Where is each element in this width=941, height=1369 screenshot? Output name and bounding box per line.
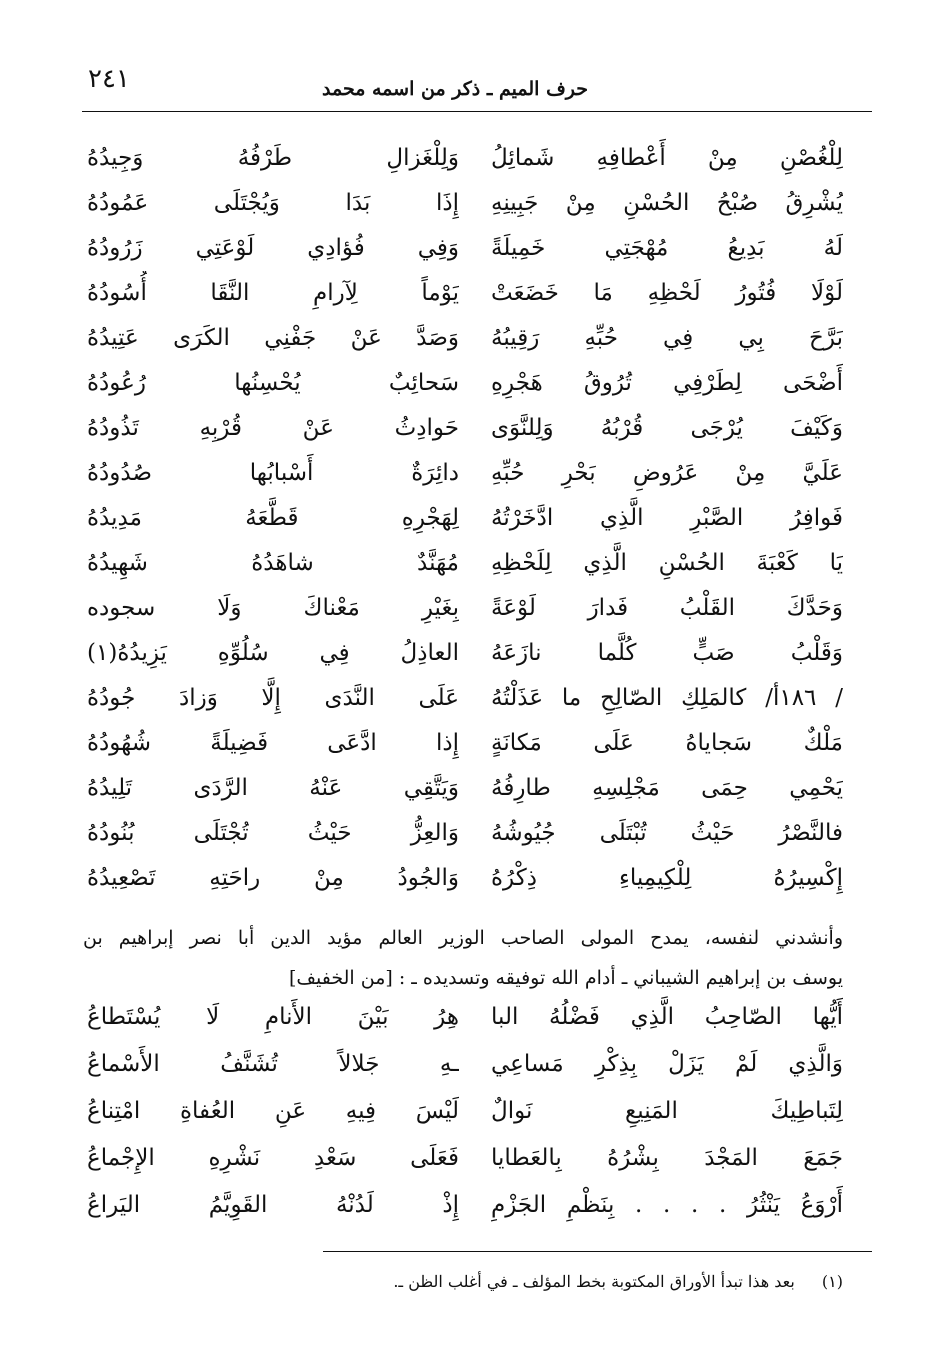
verse-first-hemistich: جَمَعَ المَجْدَ بِشْرُهُ بِالعَطايا — [491, 1145, 843, 1171]
running-header: حرف الميم ـ ذكر من اسمه محمد — [321, 78, 588, 100]
verse-line — [0, 496, 941, 541]
verse-line — [0, 1089, 941, 1136]
verse-first-hemistich: وَحَدَّكَ القَلْبُ فَدارَ لَوْعَةً — [491, 595, 843, 621]
verse-line — [0, 451, 941, 496]
verse-second-hemistich: لِهَجْرِهِ قَطَّعَهُ مَدِيدُهُ — [87, 505, 459, 531]
verse-first-hemistich: أَرْوَعُ يَنْثُرُ . . . . بِنَظْمِ الجَزْمِ — [491, 1192, 843, 1218]
footnote — [243, 1272, 843, 1291]
verse-first-hemistich: أَضْحَى لِطَرْفِي تُرُوقُ هَجْرِهِ — [491, 370, 843, 396]
verse-second-hemistich: إِذْ لَدُنْهُ القَوِيَّمُ اليَراعُ — [87, 1192, 459, 1218]
verse-first-hemistich: يُشْرِقُ صُبْحُ الحُسْنِ مِنْ جَبِينِهِ — [491, 190, 843, 216]
verse-second-hemistich: هِرُ بَيْنَ الأَنامِ لَا يُسْتَطاعُ — [87, 1004, 459, 1030]
verse-first-hemistich: وَالَّذِي لَمْ يَزَلْ بِذِكْرِ مَساعِي — [491, 1051, 843, 1077]
verse-second-hemistich: إِذا ادَّعَى فَضِيلَةً شُهُودُهُ — [87, 730, 459, 756]
verse-line — [0, 406, 941, 451]
verse-first-hemistich: أَيُّها الصّاحِبُ الَّذِي فَضْلُهُ البا — [491, 1004, 843, 1030]
prose-intro-line-1: وأنشدني لنفسه، يمدح المولى الصاحب الوزير العالم مؤيد الدين أبا نصر إبراهيم بن — [83, 927, 843, 949]
verse-line — [0, 586, 941, 631]
verse-line — [0, 361, 941, 406]
verse-line — [0, 1136, 941, 1183]
verse-line — [0, 811, 941, 856]
verse-first-hemistich: لِلْغُصْنِ مِنْ أَعْطافِهِ شَمائِلُ — [491, 145, 843, 171]
header-rule — [82, 111, 872, 112]
verse-line — [0, 136, 941, 181]
poem-block-2 — [0, 995, 941, 1230]
verse-second-hemistich: يَوْماً لِآرامِ النَّقَا أُسُودُهُ — [87, 280, 459, 306]
verse-line — [0, 631, 941, 676]
verse-first-hemistich: / ١٨٦أ/ كالمَلِكِ الصّالِحِ ما عَذَلْتُهُ — [491, 685, 843, 711]
verse-line — [0, 1042, 941, 1089]
verse-second-hemistich: وَلِلْغَزالِ طَرْفُهُ وَجِيدُهُ — [87, 145, 459, 171]
verse-first-hemistich: فَوافِرُ الصَّبْرِ الَّذِي ادَّخَرْتُهُ — [491, 505, 843, 531]
verse-second-hemistich: لَيْسَ فِيهِ عَنِ العُفاةِ امْتِناعُ — [87, 1098, 459, 1124]
verse-second-hemistich: دائِرَةٌ أَسْبابُها صُدُودُهُ — [87, 460, 459, 486]
prose-intro-line-2: يوسف بن إبراهيم الشيباني ـ أدام الله توفيقه وتسديده ـ : [من الخفيف] — [288, 967, 843, 989]
verse-second-hemistich: فَعَلَى سَعْدِ نَشْرِهِ الإِجْماعُ — [87, 1145, 459, 1171]
verse-first-hemistich: وَكَيْفَ يُرْجَى قُرْبُهُ وَلِلنَّوَى — [491, 415, 843, 441]
verse-first-hemistich: عَلَيَّ مِنْ عَرُوضِ بَحْرِ حُبِّهِ — [491, 460, 843, 486]
verse-line — [0, 766, 941, 811]
verse-line — [0, 226, 941, 271]
verse-second-hemistich: ـهِ جَلالاً تُشَنَّفُ الأَسْماعُ — [87, 1051, 459, 1077]
verse-first-hemistich: بَرَّحَ بِي فِي حُبِّهِ رَقِيبُهُ — [491, 325, 843, 351]
verse-line — [0, 1183, 941, 1230]
verse-second-hemistich: وَالجُودُ مِنْ راحَتِهِ تَصْعِيدُهُ — [87, 865, 459, 891]
verse-second-hemistich: وَالعِزُّ حَيْثُ تُجْتَلَى بُنُودُهُ — [87, 820, 459, 846]
verse-line — [0, 271, 941, 316]
verse-line — [0, 856, 941, 901]
poem-block-1 — [0, 136, 941, 901]
verse-first-hemistich: فالنَّصْرُ حَيْثُ تُبْتَلَى جُيُوشُهُ — [491, 820, 843, 846]
verse-second-hemistich: مُهَنَّدٌ شاهَدُهُ شَهِيدُهُ — [87, 550, 459, 576]
verse-first-hemistich: مَلْكٌ سَجاياهُ عَلَى مَكانَةٍ — [491, 730, 843, 756]
footnote-rule — [323, 1251, 872, 1252]
verse-second-hemistich: حَوادِثُ عَنْ قُرْبِهِ تَذُودُهُ — [87, 415, 459, 441]
footnote-marker: (١) — [821, 1272, 843, 1291]
verse-line — [0, 721, 941, 766]
verse-second-hemistich: إِذَا بَدَا وَيُجْتَلَى عَمُودُهُ — [87, 190, 459, 216]
verse-first-hemistich: لَهُ بَدِيعُ مُهْجَتِي خَمِيلَةً — [491, 235, 843, 261]
verse-second-hemistich: وَيَتَّقِي عَنْهُ الرَّدَى تَلِيدُهُ — [87, 775, 459, 801]
footnote-text: بعد هذا تبدأ الأوراق المكتوبة بخط المؤلف ـ في أغلب الظن ـ. — [393, 1272, 795, 1291]
verse-first-hemistich: لَوْلَا فُتُورُ لَحْظِهِ مَا خَضَعَتْ — [491, 280, 843, 306]
verse-line — [0, 541, 941, 586]
verse-second-hemistich: وَصَدَّ عَنْ جَفْنِي الكَرَى عَتِيدُهُ — [87, 325, 459, 351]
verse-second-hemistich: بِغَيْرِ مَعْناكَ وَلَا سجوده — [87, 595, 459, 621]
verse-second-hemistich: العاذِلُ فِي سُلُوِّهِ يَزِيدُهُ(١) — [87, 640, 459, 666]
verse-first-hemistich: يَحْمِي حِمَى مَجْلِسِهِ طارِفُهُ — [491, 775, 843, 801]
verse-line — [0, 676, 941, 721]
verse-first-hemistich: إِكْسِيرُهُ لِلْكِيمِياءِ ذِكْرُهُ — [491, 865, 843, 891]
verse-first-hemistich: وَقَلْبُ صَبٍّ كُلَّما نازَعَهُ — [491, 640, 843, 666]
verse-line — [0, 181, 941, 226]
verse-second-hemistich: وَفِي فُؤادِي لَوْعَتِي زَرُودُهُ — [87, 235, 459, 261]
verse-line — [0, 995, 941, 1042]
verse-line — [0, 316, 941, 361]
page-number: ٢٤١ — [88, 64, 130, 94]
verse-second-hemistich: عَلَى النَّدَى إِلَّا وَزادَ جُودُهُ — [87, 685, 459, 711]
verse-first-hemistich: يَا كَعْبَةَ الحُسْنِ الَّذِي لِلَحْظِهِ — [491, 550, 843, 576]
verse-second-hemistich: سَحائِبٌ يُحْسِنُها رُعُودُهُ — [87, 370, 459, 396]
verse-first-hemistich: لِتَباطِيكَ المَنِيعِ نَوالٌ — [491, 1098, 843, 1124]
